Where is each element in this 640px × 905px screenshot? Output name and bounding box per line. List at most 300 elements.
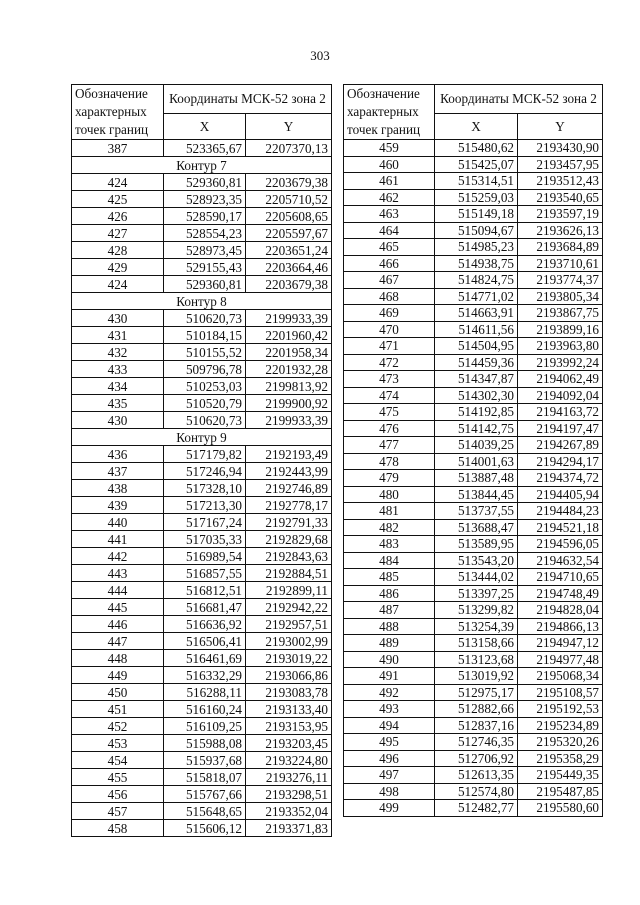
point-id: 473 bbox=[344, 371, 435, 388]
y-coordinate: 2193430,90 bbox=[518, 140, 603, 157]
x-coordinate: 517246,94 bbox=[164, 463, 246, 480]
table-row bbox=[72, 803, 332, 820]
x-coordinate: 515818,07 bbox=[164, 769, 246, 786]
x-coordinate: 514039,25 bbox=[435, 437, 518, 454]
x-coordinate: 512837,16 bbox=[435, 717, 518, 734]
table-row bbox=[344, 338, 603, 355]
table-row bbox=[72, 701, 332, 718]
x-coordinate: 515259,03 bbox=[435, 189, 518, 206]
y-coordinate: 2195580,60 bbox=[518, 800, 603, 817]
table-row bbox=[72, 276, 332, 293]
table-row bbox=[344, 602, 603, 619]
x-coordinate: 514459,36 bbox=[435, 354, 518, 371]
table-row bbox=[72, 616, 332, 633]
point-id: 438 bbox=[72, 480, 164, 497]
table-row bbox=[344, 189, 603, 206]
x-coordinate: 510620,73 bbox=[164, 412, 246, 429]
point-id: 463 bbox=[344, 206, 435, 223]
table-row bbox=[344, 701, 603, 718]
point-id: 488 bbox=[344, 618, 435, 635]
y-coordinate: 2193710,61 bbox=[518, 255, 603, 272]
y-coordinate: 2199900,92 bbox=[246, 395, 332, 412]
point-id: 476 bbox=[344, 420, 435, 437]
x-coordinate: 516461,69 bbox=[164, 650, 246, 667]
x-coordinate: 513887,48 bbox=[435, 470, 518, 487]
table-row bbox=[344, 354, 603, 371]
point-id: 467 bbox=[344, 272, 435, 289]
coordinates-header: Координаты МСК-52 зона 2 bbox=[435, 85, 603, 114]
point-id: 448 bbox=[72, 650, 164, 667]
x-coordinate: 517167,24 bbox=[164, 514, 246, 531]
y-coordinate: 2195320,26 bbox=[518, 734, 603, 751]
x-coordinate: 512574,80 bbox=[435, 783, 518, 800]
coordinates-table-right bbox=[343, 84, 603, 817]
point-id: 484 bbox=[344, 552, 435, 569]
y-coordinate: 2194710,65 bbox=[518, 569, 603, 586]
y-coordinate: 2193203,45 bbox=[246, 735, 332, 752]
y-coordinate: 2193963,80 bbox=[518, 338, 603, 355]
y-coordinate: 2203679,38 bbox=[246, 174, 332, 191]
point-id: 453 bbox=[72, 735, 164, 752]
point-id: 454 bbox=[72, 752, 164, 769]
y-coordinate: 2193512,43 bbox=[518, 173, 603, 190]
x-coordinate: 515606,12 bbox=[164, 820, 246, 837]
point-id: 462 bbox=[344, 189, 435, 206]
point-id: 426 bbox=[72, 208, 164, 225]
table-row bbox=[72, 242, 332, 259]
y-coordinate: 2193352,04 bbox=[246, 803, 332, 820]
point-id: 447 bbox=[72, 633, 164, 650]
y-coordinate: 2193899,16 bbox=[518, 321, 603, 338]
point-id: 489 bbox=[344, 635, 435, 652]
point-id: 429 bbox=[72, 259, 164, 276]
y-coordinate: 2195192,53 bbox=[518, 701, 603, 718]
x-coordinate: 516812,51 bbox=[164, 582, 246, 599]
point-id: 487 bbox=[344, 602, 435, 619]
points-label-header: Обозначение характерных точек границ bbox=[72, 85, 164, 140]
point-id: 434 bbox=[72, 378, 164, 395]
point-id: 490 bbox=[344, 651, 435, 668]
point-id: 424 bbox=[72, 276, 164, 293]
point-id: 464 bbox=[344, 222, 435, 239]
x-coordinate: 516506,41 bbox=[164, 633, 246, 650]
table-row bbox=[72, 599, 332, 616]
x-coordinate: 510253,03 bbox=[164, 378, 246, 395]
x-coordinate: 529155,43 bbox=[164, 259, 246, 276]
table-row bbox=[344, 321, 603, 338]
point-id: 460 bbox=[344, 156, 435, 173]
y-coordinate: 2195108,57 bbox=[518, 684, 603, 701]
x-coordinate: 514985,23 bbox=[435, 239, 518, 256]
table-row bbox=[72, 395, 332, 412]
table-row bbox=[72, 514, 332, 531]
point-id: 455 bbox=[72, 769, 164, 786]
table-row bbox=[344, 767, 603, 784]
y-coordinate: 2193992,24 bbox=[518, 354, 603, 371]
table-row bbox=[72, 718, 332, 735]
x-coordinate: 514302,30 bbox=[435, 387, 518, 404]
y-coordinate: 2193867,75 bbox=[518, 305, 603, 322]
y-coordinate: 2194405,94 bbox=[518, 486, 603, 503]
point-id: 461 bbox=[344, 173, 435, 190]
table-row bbox=[344, 734, 603, 751]
table-row bbox=[344, 783, 603, 800]
y-coordinate: 2199813,92 bbox=[246, 378, 332, 395]
x-coordinate: 528554,23 bbox=[164, 225, 246, 242]
point-id: 442 bbox=[72, 548, 164, 565]
point-id: 498 bbox=[344, 783, 435, 800]
point-id: 443 bbox=[72, 565, 164, 582]
x-coordinate: 514192,85 bbox=[435, 404, 518, 421]
x-coordinate: 514771,02 bbox=[435, 288, 518, 305]
table-row bbox=[72, 752, 332, 769]
point-id: 440 bbox=[72, 514, 164, 531]
table-row bbox=[344, 717, 603, 734]
x-coordinate: 510520,79 bbox=[164, 395, 246, 412]
y-column-header: Y bbox=[246, 114, 332, 140]
table-row bbox=[72, 531, 332, 548]
contour-row bbox=[72, 157, 332, 174]
coordinates-table-left bbox=[71, 84, 332, 837]
table-row bbox=[344, 800, 603, 817]
y-coordinate: 2194062,49 bbox=[518, 371, 603, 388]
table-row bbox=[344, 651, 603, 668]
point-id: 492 bbox=[344, 684, 435, 701]
x-coordinate: 514663,91 bbox=[435, 305, 518, 322]
x-coordinate: 517213,30 bbox=[164, 497, 246, 514]
y-coordinate: 2195068,34 bbox=[518, 668, 603, 685]
point-id: 468 bbox=[344, 288, 435, 305]
point-id: 475 bbox=[344, 404, 435, 421]
y-coordinate: 2194163,72 bbox=[518, 404, 603, 421]
table-row bbox=[344, 420, 603, 437]
table-row bbox=[72, 633, 332, 650]
x-coordinate: 528590,17 bbox=[164, 208, 246, 225]
point-id: 457 bbox=[72, 803, 164, 820]
table-row bbox=[72, 327, 332, 344]
table-row bbox=[344, 305, 603, 322]
y-coordinate: 2192443,99 bbox=[246, 463, 332, 480]
point-id: 483 bbox=[344, 536, 435, 553]
contour-label: Контур 7 bbox=[72, 157, 332, 174]
y-coordinate: 2194294,17 bbox=[518, 453, 603, 470]
point-id: 387 bbox=[72, 140, 164, 157]
x-coordinate: 512613,35 bbox=[435, 767, 518, 784]
point-id: 458 bbox=[72, 820, 164, 837]
table-row bbox=[344, 569, 603, 586]
y-coordinate: 2194374,72 bbox=[518, 470, 603, 487]
table-row bbox=[72, 259, 332, 276]
table-row bbox=[344, 536, 603, 553]
point-id: 479 bbox=[344, 470, 435, 487]
table-row bbox=[344, 470, 603, 487]
table-row bbox=[344, 585, 603, 602]
x-coordinate: 514142,75 bbox=[435, 420, 518, 437]
table-row bbox=[344, 288, 603, 305]
y-coordinate: 2193298,51 bbox=[246, 786, 332, 803]
x-coordinate: 515480,62 bbox=[435, 140, 518, 157]
x-coordinate: 516989,54 bbox=[164, 548, 246, 565]
table-row bbox=[344, 486, 603, 503]
y-coordinate: 2193626,13 bbox=[518, 222, 603, 239]
y-coordinate: 2201960,42 bbox=[246, 327, 332, 344]
point-id: 472 bbox=[344, 354, 435, 371]
y-coordinate: 2195449,35 bbox=[518, 767, 603, 784]
x-coordinate: 510620,73 bbox=[164, 310, 246, 327]
table-row bbox=[344, 684, 603, 701]
point-id: 470 bbox=[344, 321, 435, 338]
y-coordinate: 2207370,13 bbox=[246, 140, 332, 157]
x-coordinate: 516160,24 bbox=[164, 701, 246, 718]
table-row bbox=[344, 668, 603, 685]
y-coordinate: 2201932,28 bbox=[246, 361, 332, 378]
y-coordinate: 2195234,89 bbox=[518, 717, 603, 734]
x-coordinate: 512706,92 bbox=[435, 750, 518, 767]
table-row bbox=[344, 255, 603, 272]
point-id: 452 bbox=[72, 718, 164, 735]
y-coordinate: 2195358,29 bbox=[518, 750, 603, 767]
y-coordinate: 2193684,89 bbox=[518, 239, 603, 256]
contour-label: Контур 9 bbox=[72, 429, 332, 446]
table-row bbox=[344, 156, 603, 173]
x-coordinate: 515094,67 bbox=[435, 222, 518, 239]
table-row bbox=[344, 552, 603, 569]
table-row bbox=[344, 222, 603, 239]
x-coordinate: 513397,25 bbox=[435, 585, 518, 602]
table-row bbox=[72, 446, 332, 463]
y-coordinate: 2194484,23 bbox=[518, 503, 603, 520]
y-coordinate: 2192778,17 bbox=[246, 497, 332, 514]
x-coordinate: 513844,45 bbox=[435, 486, 518, 503]
y-coordinate: 2192829,68 bbox=[246, 531, 332, 548]
point-id: 450 bbox=[72, 684, 164, 701]
point-id: 485 bbox=[344, 569, 435, 586]
point-id: 471 bbox=[344, 338, 435, 355]
table-row bbox=[344, 503, 603, 520]
table-row bbox=[72, 786, 332, 803]
point-id: 424 bbox=[72, 174, 164, 191]
table-row bbox=[344, 140, 603, 157]
y-coordinate: 2193276,11 bbox=[246, 769, 332, 786]
x-coordinate: 514347,87 bbox=[435, 371, 518, 388]
y-coordinate: 2193133,40 bbox=[246, 701, 332, 718]
point-id: 474 bbox=[344, 387, 435, 404]
y-coordinate: 2193805,34 bbox=[518, 288, 603, 305]
y-coordinate: 2193224,80 bbox=[246, 752, 332, 769]
table-row bbox=[72, 548, 332, 565]
table-row bbox=[72, 344, 332, 361]
x-coordinate: 509796,78 bbox=[164, 361, 246, 378]
x-coordinate: 515767,66 bbox=[164, 786, 246, 803]
y-coordinate: 2193066,86 bbox=[246, 667, 332, 684]
y-coordinate: 2193457,95 bbox=[518, 156, 603, 173]
y-coordinate: 2193774,37 bbox=[518, 272, 603, 289]
y-coordinate: 2195487,85 bbox=[518, 783, 603, 800]
x-column-header: X bbox=[435, 114, 518, 140]
x-coordinate: 513158,66 bbox=[435, 635, 518, 652]
y-coordinate: 2194596,05 bbox=[518, 536, 603, 553]
y-coordinate: 2193002,99 bbox=[246, 633, 332, 650]
table-row bbox=[344, 387, 603, 404]
table-body-left bbox=[72, 140, 332, 837]
table-row bbox=[344, 206, 603, 223]
y-coordinate: 2192193,49 bbox=[246, 446, 332, 463]
point-id: 435 bbox=[72, 395, 164, 412]
x-coordinate: 514938,75 bbox=[435, 255, 518, 272]
point-id: 436 bbox=[72, 446, 164, 463]
x-coordinate: 516681,47 bbox=[164, 599, 246, 616]
point-id: 466 bbox=[344, 255, 435, 272]
x-coordinate: 513299,82 bbox=[435, 602, 518, 619]
x-coordinate: 528973,45 bbox=[164, 242, 246, 259]
point-id: 451 bbox=[72, 701, 164, 718]
table-row bbox=[72, 174, 332, 191]
x-coordinate: 514611,56 bbox=[435, 321, 518, 338]
table-row bbox=[344, 173, 603, 190]
y-coordinate: 2199933,39 bbox=[246, 310, 332, 327]
table-row bbox=[344, 618, 603, 635]
y-coordinate: 2192791,33 bbox=[246, 514, 332, 531]
table-body-right bbox=[344, 140, 603, 817]
y-coordinate: 2194267,89 bbox=[518, 437, 603, 454]
x-coordinate: 516857,55 bbox=[164, 565, 246, 582]
x-coordinate: 515149,18 bbox=[435, 206, 518, 223]
table-row bbox=[72, 735, 332, 752]
y-coordinate: 2194828,04 bbox=[518, 602, 603, 619]
x-coordinate: 529360,81 bbox=[164, 276, 246, 293]
table-row bbox=[344, 519, 603, 536]
x-coordinate: 513688,47 bbox=[435, 519, 518, 536]
point-id: 497 bbox=[344, 767, 435, 784]
x-coordinate: 529360,81 bbox=[164, 174, 246, 191]
x-coordinate: 513444,02 bbox=[435, 569, 518, 586]
table-row bbox=[72, 378, 332, 395]
y-coordinate: 2194632,54 bbox=[518, 552, 603, 569]
y-coordinate: 2194866,13 bbox=[518, 618, 603, 635]
y-coordinate: 2194947,12 bbox=[518, 635, 603, 652]
table-row bbox=[72, 650, 332, 667]
point-id: 478 bbox=[344, 453, 435, 470]
table-row bbox=[72, 565, 332, 582]
x-coordinate: 523365,67 bbox=[164, 140, 246, 157]
x-coordinate: 513543,20 bbox=[435, 552, 518, 569]
table-row bbox=[72, 463, 332, 480]
point-id: 427 bbox=[72, 225, 164, 242]
contour-label: Контур 8 bbox=[72, 293, 332, 310]
table-row bbox=[344, 272, 603, 289]
table-row bbox=[72, 140, 332, 157]
x-coordinate: 512482,77 bbox=[435, 800, 518, 817]
x-coordinate: 513254,39 bbox=[435, 618, 518, 635]
table-row bbox=[72, 667, 332, 684]
point-id: 433 bbox=[72, 361, 164, 378]
x-coordinate: 512746,35 bbox=[435, 734, 518, 751]
point-id: 437 bbox=[72, 463, 164, 480]
table-row bbox=[72, 820, 332, 837]
point-id: 486 bbox=[344, 585, 435, 602]
point-id: 469 bbox=[344, 305, 435, 322]
y-coordinate: 2192884,51 bbox=[246, 565, 332, 582]
point-id: 446 bbox=[72, 616, 164, 633]
y-coordinate: 2194748,49 bbox=[518, 585, 603, 602]
y-coordinate: 2194197,47 bbox=[518, 420, 603, 437]
y-coordinate: 2192746,89 bbox=[246, 480, 332, 497]
y-coordinate: 2201958,34 bbox=[246, 344, 332, 361]
table-row bbox=[72, 684, 332, 701]
table-row bbox=[344, 239, 603, 256]
table-row bbox=[72, 497, 332, 514]
contour-row bbox=[72, 429, 332, 446]
table-row bbox=[344, 453, 603, 470]
y-column-header: Y bbox=[518, 114, 603, 140]
table-row bbox=[72, 582, 332, 599]
x-coordinate: 513019,92 bbox=[435, 668, 518, 685]
x-coordinate: 516288,11 bbox=[164, 684, 246, 701]
points-label-header: Обозначение характерных точек границ bbox=[344, 85, 435, 140]
y-coordinate: 2193540,65 bbox=[518, 189, 603, 206]
point-id: 441 bbox=[72, 531, 164, 548]
x-coordinate: 515937,68 bbox=[164, 752, 246, 769]
x-coordinate: 510184,15 bbox=[164, 327, 246, 344]
point-id: 456 bbox=[72, 786, 164, 803]
x-coordinate: 515988,08 bbox=[164, 735, 246, 752]
y-coordinate: 2192957,51 bbox=[246, 616, 332, 633]
x-coordinate: 517035,33 bbox=[164, 531, 246, 548]
point-id: 491 bbox=[344, 668, 435, 685]
point-id: 482 bbox=[344, 519, 435, 536]
x-coordinate: 513737,55 bbox=[435, 503, 518, 520]
y-coordinate: 2193083,78 bbox=[246, 684, 332, 701]
point-id: 431 bbox=[72, 327, 164, 344]
point-id: 449 bbox=[72, 667, 164, 684]
y-coordinate: 2205608,65 bbox=[246, 208, 332, 225]
point-id: 444 bbox=[72, 582, 164, 599]
table-row bbox=[72, 191, 332, 208]
table-row bbox=[72, 208, 332, 225]
point-id: 495 bbox=[344, 734, 435, 751]
point-id: 439 bbox=[72, 497, 164, 514]
point-id: 432 bbox=[72, 344, 164, 361]
y-coordinate: 2203664,46 bbox=[246, 259, 332, 276]
table-row bbox=[344, 371, 603, 388]
x-coordinate: 528923,35 bbox=[164, 191, 246, 208]
y-coordinate: 2203651,24 bbox=[246, 242, 332, 259]
point-id: 480 bbox=[344, 486, 435, 503]
x-coordinate: 510155,52 bbox=[164, 344, 246, 361]
point-id: 465 bbox=[344, 239, 435, 256]
y-coordinate: 2193371,83 bbox=[246, 820, 332, 837]
x-column-header: X bbox=[164, 114, 246, 140]
x-coordinate: 516332,29 bbox=[164, 667, 246, 684]
table-row bbox=[72, 769, 332, 786]
x-coordinate: 517328,10 bbox=[164, 480, 246, 497]
point-id: 430 bbox=[72, 412, 164, 429]
table-row bbox=[344, 437, 603, 454]
y-coordinate: 2194521,18 bbox=[518, 519, 603, 536]
x-coordinate: 515314,51 bbox=[435, 173, 518, 190]
x-coordinate: 512975,17 bbox=[435, 684, 518, 701]
point-id: 477 bbox=[344, 437, 435, 454]
x-coordinate: 513123,68 bbox=[435, 651, 518, 668]
x-coordinate: 513589,95 bbox=[435, 536, 518, 553]
point-id: 428 bbox=[72, 242, 164, 259]
table-row bbox=[72, 480, 332, 497]
point-id: 493 bbox=[344, 701, 435, 718]
x-coordinate: 515648,65 bbox=[164, 803, 246, 820]
x-coordinate: 516636,92 bbox=[164, 616, 246, 633]
x-coordinate: 514001,63 bbox=[435, 453, 518, 470]
page-number: 303 bbox=[310, 48, 330, 63]
